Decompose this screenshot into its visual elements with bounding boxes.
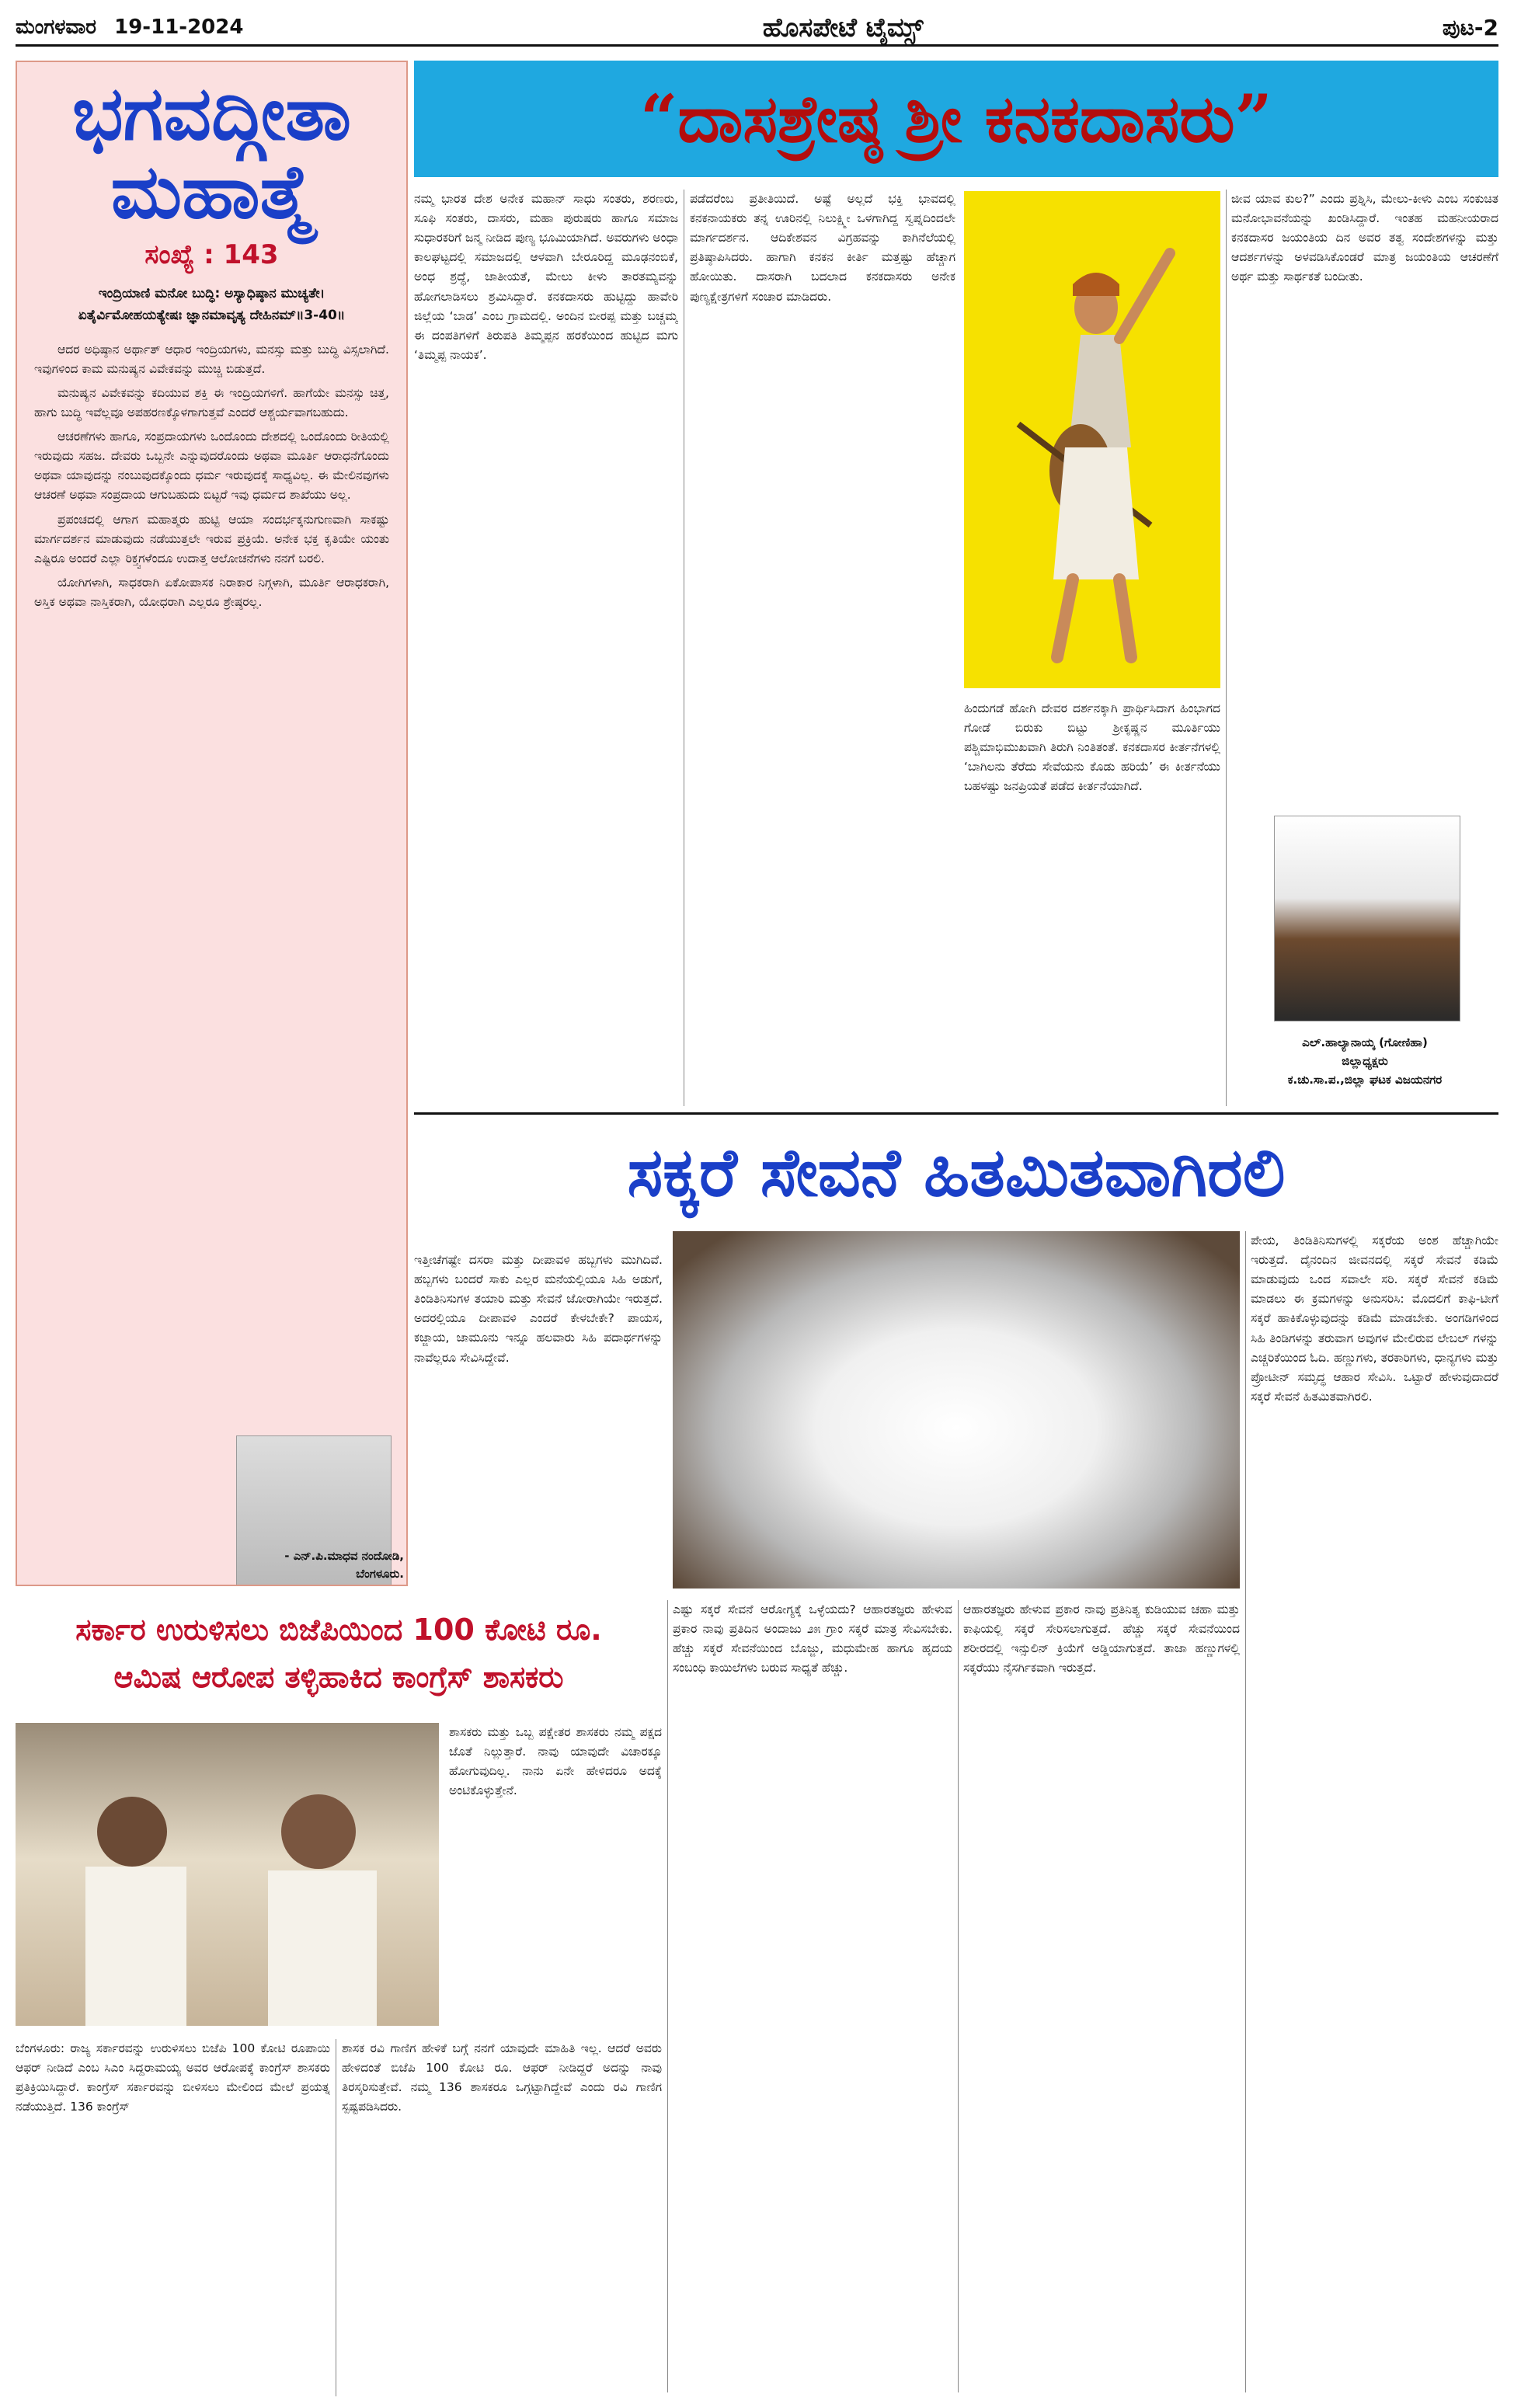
gita-paragraph: ಮನುಷ್ಯನ ವಿವೇಕವನ್ನು ಕದಿಯುವ ಶಕ್ತಿ ಈ ಇಂದ್ರಿಯಗಳಿಗೆ. ಹಾಗೆಯೇ ಮನಸ್ಸು ಚಿತ್ತ, ಹಾಗು ಬುದ್ಧಿ ಇವೆಲ್ಲವೂ ಅಪಹರಣಕ್ಕೊಳಗಾಗುತ್ತವೆ ಎಂದರೆ ಆಶ್ಚರ್ಯವಾಗಬಹುದು. <box>34 385 389 420</box>
gita-paragraph: ಆದರ ಅಧಿಷ್ಠಾನ ಅರ್ಥಾತ್ ಆಧಾರ ಇಂದ್ರಿಯಗಳು, ಮನಸ್ಸು ಮತ್ತು ಬುದ್ಧಿ ವಿಸ್ಸಲಾಗಿದೆ. ಇವುಗಳಿಂದ ಕಾಮ ಮನುಷ್ಯನ ವಿವೇಕವನ್ನು ಮುಚ್ಚಿ ಬಿಡುತ್ತದೆ. <box>34 342 389 376</box>
issue-date-value: 19-11-2024 <box>114 16 244 39</box>
kanaka-headline-banner <box>414 61 1498 177</box>
gita-paragraph: ಆಚರಣೆಗಳು ಹಾಗೂ, ಸಂಪ್ರದಾಯಗಳು ಒಂದೊಂದು ದೇಶದಲ್ಲಿ ಒಂದೊಂದು ರೀತಿಯಲ್ಲಿ ಇರುವುದು ಸಹಜ. ದೇವರು ಒಬ್ಬನೇ ಎನ್ನುವುದರೊಂದು ಅಥವಾ ಮೂರ್ತಿ ಆರಾಧನೆಗೊಂದು ಅಥವಾ ಯಾವುದನ್ನು ನಂಬುವುದಕ್ಕೊಂದು ಧರ್ಮ ಇರುವುದಕ್ಕೆ ಸಾಧ್ಯವಿಲ್ಲ. ಈ ಮೇಲಿನವುಗಳು ಆಚರಣೆ ಅಥವಾ ಸಂಪ್ರದಾಯ ಆಗುಬಹುದು ಬಿಟ್ಟರೆ ಇವು ಧರ್ಮದ ಶಾಖೆಯು ಅಲ್ಲ. <box>34 430 389 503</box>
politics-headline-line-2: ಆಮಿಷ ಆರೋಪ ತಳ್ಳಿಹಾಕಿದ ಕಾಂಗ್ರೆಸ್ ಶಾಸಕರು <box>113 1659 564 1694</box>
kanaka-column-4: ಜೀವ ಯಾವ ಕುಲ?” ಎಂದು ಪ್ರಶ್ನಿಸಿ, ಮೇಲು-ಕೀಳು ಎಂಬ ಸಂಕುಚಿತ ಮನೋಭಾವನೆಯನ್ನು ಖಂಡಿಸಿದ್ದಾರೆ. ಇಂತಹ ಮಹನೀಯರಾದ ಕನಕದಾಸರ ಜಯಂತಿಯ ದಿನ ಅವರ ತತ್ವ ಸಂದೇಶಗಳನ್ನು ಮತ್ತು ಆದರ್ಶಗಳನ್ನು ಅಳವಡಿಸಿಕೊಂಡರೆ ಮಾತ್ರ ಜಯಂತಿಯ ಆಚರಣೆಗೆ ಅರ್ಥ ಮತ್ತು ಸಾರ್ಥಕತೆ ಬಂದೀತು. <box>1231 192 1498 284</box>
gita-paragraph: ಪ್ರಪಂಚದಲ್ಲಿ ಆಗಾಗ ಮಹಾತ್ಮರು ಹುಟ್ಟಿ ಆಯಾ ಸಂದರ್ಭಕ್ಕನುಗುಣವಾಗಿ ಸಾಕಷ್ಟು ಮಾರ್ಗದರ್ಶನ ಮಾಡುವುದು ನಡೆಯುತ್ತಲೇ ಇರುವ ಪ್ರಕ್ರಿಯೆ. ಅನೇಕ ಭಕ್ತ ಕೃತಿಯೇ ಯಂತು ಎಷ್ಟಿರೂ ಅಂದರೆ ಎಲ್ಲಾ ರಿಕ್ತ್ವಗಳೆಂದೂ ಉದಾತ್ತ ಆಲೋಚನೆಗಳು ನನಗೆ ಬರಲಿ. <box>34 512 389 565</box>
column-divider <box>1226 190 1227 1106</box>
section-divider <box>414 1112 1498 1115</box>
kanaka-column-1: ನಮ್ಮ ಭಾರತ ದೇಶ ಅನೇಕ ಮಹಾನ್ ಸಾಧು ಸಂತರು, ಶರಣರು, ಸೂಫಿ ಸಂತರು, ದಾಸರು, ಮಹಾ ಪುರುಷರು ಹಾಗೂ ಸಮಾಜ ಸುಧಾರಕರಿಗೆ ಜನ್ಮ ನೀಡಿದ ಪುಣ್ಯ ಭೂಮಿಯಾಗಿದೆ. ಅವರುಗಳು ಅಂಧಾ ಕಾಲಘಟ್ಟದಲ್ಲಿ ಸಮಾಜದಲ್ಲಿ ಆಳವಾಗಿ ಬೇರೂರಿದ್ದ ಮೂಢನಂಬಿಕೆ, ಅಂಧ ಶ್ರದ್ಧೆ, ಜಾತೀಯತೆ, ಮೇಲು ಕೀಳು ತಾರತಮ್ಯವನ್ನು ಹೋಗಲಾಡಿಸಲು ಶ್ರಮಿಸಿದ್ದಾರೆ. ಕನಕದಾಸರು ಹುಟ್ಟಿದ್ದು ಹಾವೇರಿ ಜಿಲ್ಲೆಯ ‘ಬಾಡ’ ಎಂಬ ಗ್ರಾಮದಲ್ಲಿ. ಅಂದಿನ ಬೀರಪ್ಪ ಮತ್ತು ಬಚ್ಚಮ್ಮ ಈ ದಂಪತಿಗಳಿಗೆ ತಿರುಪತಿ ತಿಮ್ಮಪ್ಪನ ಹರಕೆಯಿಂದ ಹುಟ್ಟಿದ ಮಗು ‘ತಿಮ್ಮಪ್ಪ ನಾಯಕ’. <box>414 192 678 362</box>
column-divider <box>667 1600 668 2392</box>
kanaka-headline: “ದಾಸಶ್ರೇಷ್ಠ ಶ್ರೀ ಕನಕದಾಸರು” <box>640 80 1272 157</box>
kanaka-column-2: ಪಡೆದರೆಂಬ ಪ್ರತೀತಿಯಿದೆ. ಅಷ್ಟೆ ಅಲ್ಲದೆ ಭಕ್ತಿ ಭಾವದಲ್ಲಿ ಕನಕನಾಯಕರು ತನ್ನ ಊರಿನಲ್ಲಿ ನಿಲುಕ್ಷ್ಮೀ ಒಳಗಾಗಿದ್ದ ಸ್ವಪ್ನದಿಂದಲೇ ಮಾರ್ಗದರ್ಶನ. ಆದಿಕೇಶವನ ವಿಗ್ರಹವನ್ನು ಕಾಗಿನೆಲೆಯಲ್ಲಿ ಪ್ರತಿಷ್ಠಾಪಿಸಿದರು. ಹಾಗಾಗಿ ಕನಕನ ಕೀರ್ತಿ ಮತ್ತಷ್ಟು ಹೆಚ್ಚಾಗ ಹೋಯಿತು. ದಾಸರಾಗಿ ಬದಲಾದ ಕನಕದಾಸರು ಅನೇಕ ಪುಣ್ಯಕ್ಷೇತ್ರಗಳಿಗೆ ಸಂಚಾರ ಮಾಡಿದರು. <box>690 192 955 304</box>
gita-title: ಭಗವದ್ಗೀತಾ ಮಹಾತ್ಮೆ <box>71 69 352 235</box>
masthead <box>16 11 1498 47</box>
newspaper-name: ಹೊಸಪೇಟೆ ಟೈಮ್ಸ್ <box>762 12 924 43</box>
sugar-headline: ಸಕ್ಕರೆ ಸೇವನೆ ಹಿತಮಿತವಾಗಿರಲಿ <box>627 1133 1286 1212</box>
issue-date <box>16 16 243 40</box>
writer-org: ಕ.ಚು.ಸಾ.ಪ.,ಜಿಲ್ಲಾ ಘಟಕ ವಿಜಯನಗರ <box>1287 1073 1443 1087</box>
politics-column-1: ಬೆಂಗಳೂರು: ರಾಜ್ಯ ಸರ್ಕಾರವನ್ನು ಉರುಳಿಸಲು ಬಿಜೆಪಿ 100 ಕೋಟಿ ರೂಪಾಯಿ ಆಫರ್ ನೀಡಿದೆ ಎಂಬ ಸಿಎಂ ಸಿದ್ದರಾಮಯ್ಯ ಅವರ ಆರೋಪಕ್ಕೆ ಕಾಂಗ್ರೆಸ್ ಶಾಸಕರು ಪ್ರತಿಕ್ರಿಯಿಸಿದ್ದಾರೆ. ಕಾಂಗ್ರೆಸ್ ಸರ್ಕಾರವನ್ನು ಬೀಳಿಸಲು ಮೇಲಿಂದ ಮೇಲೆ ಪ್ರಯತ್ನ ನಡೆಯುತ್ತಿದೆ. 136 ಕಾಂಗ್ರೆಸ್ <box>16 2041 330 2114</box>
author-city: ಬೆಂಗಳೂರು. <box>356 1566 404 1581</box>
gita-paragraph: ಯೋಗಿಗಳಾಗಿ, ಸಾಧಕರಾಗಿ ಏಕೋಪಾಸಕ ನಿರಾಕಾರ ನಿಗ್ಗಳಾಗಿ, ಮೂರ್ತಿ ಆರಾಧಕರಾಗಿ, ಅಸ್ತಿಕ ಅಥವಾ ನಾಸ್ತಿಕರಾಗಿ, ಯೋಧರಾಗಿ ಎಲ್ಲರೂ ಶ್ರೇಷ್ಠರಲ್ಲ. <box>34 575 389 609</box>
politics-headline-line-1: ಸರ್ಕಾರ ಉರುಳಿಸಲು ಬಿಜೆಪಿಯಿಂದ 100 ಕೋಟಿ ರೂ. <box>75 1613 602 1647</box>
writer-role: ಜಿಲ್ಲಾಧ್ಯಕ್ಷರು <box>1342 1054 1388 1068</box>
gita-number: ಸಂಖ್ಯೆ : 143 <box>144 238 279 270</box>
writer-photo <box>1274 816 1460 1021</box>
politics-column-2: ಶಾಸಕ ರವಿ ಗಾಣಿಗ ಹೇಳಿಕೆ ಬಗ್ಗೆ ನನಗೆ ಯಾವುದೇ ಮಾಹಿತಿ ಇಲ್ಲ. ಆದರೆ ಅವರು ಹೇಳಿದಂತೆ ಬಿಜೆಪಿ 100 ಕೋಟಿ ರೂ. ಆಫರ್ ನೀಡಿದ್ದರೆ ಅದನ್ನು ನಾವು ತಿರಸ್ಕರಿಸುತ್ತೇವೆ. ನಮ್ಮ 136 ಶಾಸಕರೂ ಒಗ್ಗಟ್ಟಾಗಿದ್ದೇವೆ ಎಂದು ರವಿ ಗಾಣಿಗ ಸ್ಪಷ್ಟಪಡಿಸಿದರು. <box>342 2041 662 2114</box>
politicians-photo <box>16 1723 439 2026</box>
politics-column-right: ಶಾಸಕರು ಮತ್ತು ಒಬ್ಬ ಪಕ್ಷೇತರ ಶಾಸಕರು ನಮ್ಮ ಪಕ್ಷದ ಜೊತೆ ನಿಲ್ಲುತ್ತಾರೆ. ನಾವು ಯಾವುದೇ ವಿಚಾರಕ್ಕೂ ಹೋಗುವುದಿಲ್ಲ. ನಾನು ಏನೇ ಹೇಳಿದರೂ ಅದಕ್ಕೆ ಅಂಟಿಕೊಳ್ಳುತ್ತೇನೆ. <box>449 1725 662 1798</box>
kanakadasa-figure-icon <box>964 191 1220 688</box>
sugar-column-2: ಎಷ್ಟು ಸಕ್ಕರೆ ಸೇವನೆ ಆರೋಗ್ಯಕ್ಕೆ ಒಳ್ಳೆಯದು? ಆಹಾರತಜ್ಞರು ಹೇಳುವ ಪ್ರಕಾರ ನಾವು ಪ್ರತಿದಿನ ಅಂದಾಜು ೨೫ ಗ್ರಾಂ ಸಕ್ಕರೆ ಮಾತ್ರ ಸೇವಿಸಬೇಕು. ಹೆಚ್ಚು ಸಕ್ಕರೆ ಸೇವನೆಯಿಂದ ಬೊಜ್ಜು, ಮಧುಮೇಹ ಹಾಗೂ ಹೃದಯ ಸಂಬಂಧಿ ಕಾಯಿಲೆಗಳು ಬರುವ ಸಾಧ್ಯತೆ ಹೆಚ್ಚು. <box>673 1602 952 1676</box>
author-name: - ಎನ್.ಪಿ.ಮಾಧವ ನಂದೋಡಿ, <box>284 1549 404 1563</box>
politicians-figure-icon <box>16 1723 439 2026</box>
gita-signature <box>171 1547 404 1582</box>
sugar-column-1: ಇತ್ತೀಚೆಗಷ್ಟೇ ದಸರಾ ಮತ್ತು ದೀಪಾವಳಿ ಹಬ್ಬಗಳು ಮುಗಿದಿವೆ. ಹಬ್ಬಗಳು ಬಂದರೆ ಸಾಕು ಎಲ್ಲರ ಮನೆಯಲ್ಲಿಯೂ ಸಿಹಿ ಅಡುಗೆ, ತಿಂಡಿತಿನಿಸುಗಳ ತಯಾರಿ ಮತ್ತು ಸೇವನೆ ಜೋರಾಗಿಯೇ ಇರುತ್ತದೆ. ಅದರಲ್ಲಿಯೂ ದೀಪಾವಳಿ ಎಂದರೆ ಕೇಳಬೇಕೇ? ಪಾಯಸ, ಕಜ್ಜಾಯ, ಜಾಮೂನು ಇನ್ನೂ ಹಲವಾರು ಸಿಹಿ ಪದಾರ್ಥಗಳನ್ನು ನಾವೆಲ್ಲರೂ ಸೇವಿಸಿದ್ದೇವೆ. <box>414 1253 663 1365</box>
politics-headline <box>16 1606 662 1707</box>
gita-body <box>17 326 406 612</box>
gita-sloka: ಇಂದ್ರಿಯಾಣಿ ಮನೋ ಬುದ್ಧಿ: ಅಸ್ಯಾಧಿಷ್ಠಾನ ಮುಚ್ಯತೇ। ಏತೈರ್ವಿಮೋಹಯತ್ಯೇಷಃ ಜ್ಞಾನಮಾವೃತ್ಯ ದೇಹಿನಮ್॥3-40॥ <box>78 285 346 323</box>
kanaka-signature <box>1231 1033 1498 1103</box>
page-number: ಪುಟ-2 <box>1442 14 1498 40</box>
sugar-column-right: ಪೇಯ, ತಿಂಡಿತಿನಿಸುಗಳಲ್ಲಿ ಸಕ್ಕರೆಯ ಅಂಶ ಹೆಚ್ಚಾಗಿಯೇ ಇರುತ್ತದೆ. ದೈನಂದಿನ ಜೀವನದಲ್ಲಿ ಸಕ್ಕರೆ ಸೇವನೆ ಕಡಿಮೆ ಮಾಡುವುದು ಒಂದ ಸವಾಲೇ ಸರಿ. ಸಕ್ಕರೆ ಸೇವನೆ ಕಡಿಮೆ ಮಾಡಲು ಈ ಕ್ರಮಗಳನ್ನು ಅನುಸರಿಸಿ: ಮೊದಲಿಗೆ ಕಾಫಿ-ಟೀಗೆ ಸಕ್ಕರೆ ಹಾಕಿಕೊಳ್ಳುವುದನ್ನು ಕಡಿಮೆ ಮಾಡಬೇಕು. ಅಂಗಡಿಗಳಿಂದ ಸಿಹಿ ತಿಂಡಿಗಳನ್ನು ತರುವಾಗ ಅವುಗಳ ಮೇಲಿರುವ ಲೇಬಲ್ ಗಳನ್ನು ಎಚ್ಚರಿಕೆಯಿಂದ ಓದಿ. ಹಣ್ಣುಗಳು, ತರಕಾರಿಗಳು, ಧಾನ್ಯಗಳು ಮತ್ತು ಪ್ರೋಟೀನ್ ಸಮೃದ್ಧ ಆಹಾರ ಸೇವಿಸಿ. ಒಟ್ಟಾರೆ ಹೇಳುವುದಾದರೆ ಸಕ್ಕರೆ ಸೇವನೆ ಹಿತಮಿತವಾಗಿರಲಿ. <box>1251 1234 1498 1404</box>
kanakadasa-illustration <box>964 191 1220 688</box>
issue-day: ಮಂಗಳವಾರ <box>16 16 97 39</box>
writer-name: ಎಲ್.ಹಾಲ್ಯಾನಾಯ್ಕ (ಗೋಣಿಹಾ) <box>1302 1035 1428 1049</box>
column-divider <box>958 1600 959 2392</box>
gita-column <box>16 61 408 1586</box>
column-divider <box>1245 1231 1246 2392</box>
sugar-column-3: ಆಹಾರತಜ್ಞರು ಹೇಳುವ ಪ್ರಕಾರ ನಾವು ಪ್ರತಿನಿತ್ಯ ಕುಡಿಯುವ ಚಹಾ ಮತ್ತು ಕಾಫಿಯಲ್ಲಿ ಸಕ್ಕರೆ ಸೇರಿಸಲಾಗುತ್ತದೆ. ಹೆಚ್ಚು ಸಕ್ಕರೆ ಸೇವನೆಯಿಂದ ಶರೀರದಲ್ಲಿ ಇನ್ಸುಲಿನ್ ಕ್ರಿಯೆಗೆ ಅಡ್ಡಿಯಾಗುತ್ತದೆ. ತಾಜಾ ಹಣ್ಣುಗಳಲ್ಲಿ ಸಕ್ಕರೆಯು ನೈಸರ್ಗಿಕವಾಗಿ ಇರುತ್ತದೆ. <box>963 1602 1240 1676</box>
kanaka-column-3: ಹಿಂದುಗಡೆ ಹೋಗಿ ದೇವರ ದರ್ಶನಕ್ಕಾಗಿ ಪ್ರಾರ್ಥಿಸಿದಾಗ ಹಿಂಭಾಗದ ಗೋಡೆ ಬಿರುಕು ಬಿಟ್ಟು ಶ್ರೀಕೃಷ್ಣನ ಮೂರ್ತಿಯು ಪಶ್ಚಿಮಾಭಿಮುಖವಾಗಿ ತಿರುಗಿ ನಿಂತಿತಂತೆ. ಕನಕದಾಸರ ಕೀರ್ತನೆಗಳಲ್ಲಿ ‘ಬಾಗಿಲನು ತೆರೆದು ಸೇವೆಯನು ಕೊಡು ಹರಿಯೆ’ ಈ ಕೀರ್ತನೆಯು ಬಹಳಷ್ಟು ಜನಪ್ರಿಯತೆ ಪಡೆದ ಕೀರ್ತನೆಯಾಗಿದೆ. <box>964 701 1220 794</box>
sugar-photo <box>673 1231 1240 1589</box>
